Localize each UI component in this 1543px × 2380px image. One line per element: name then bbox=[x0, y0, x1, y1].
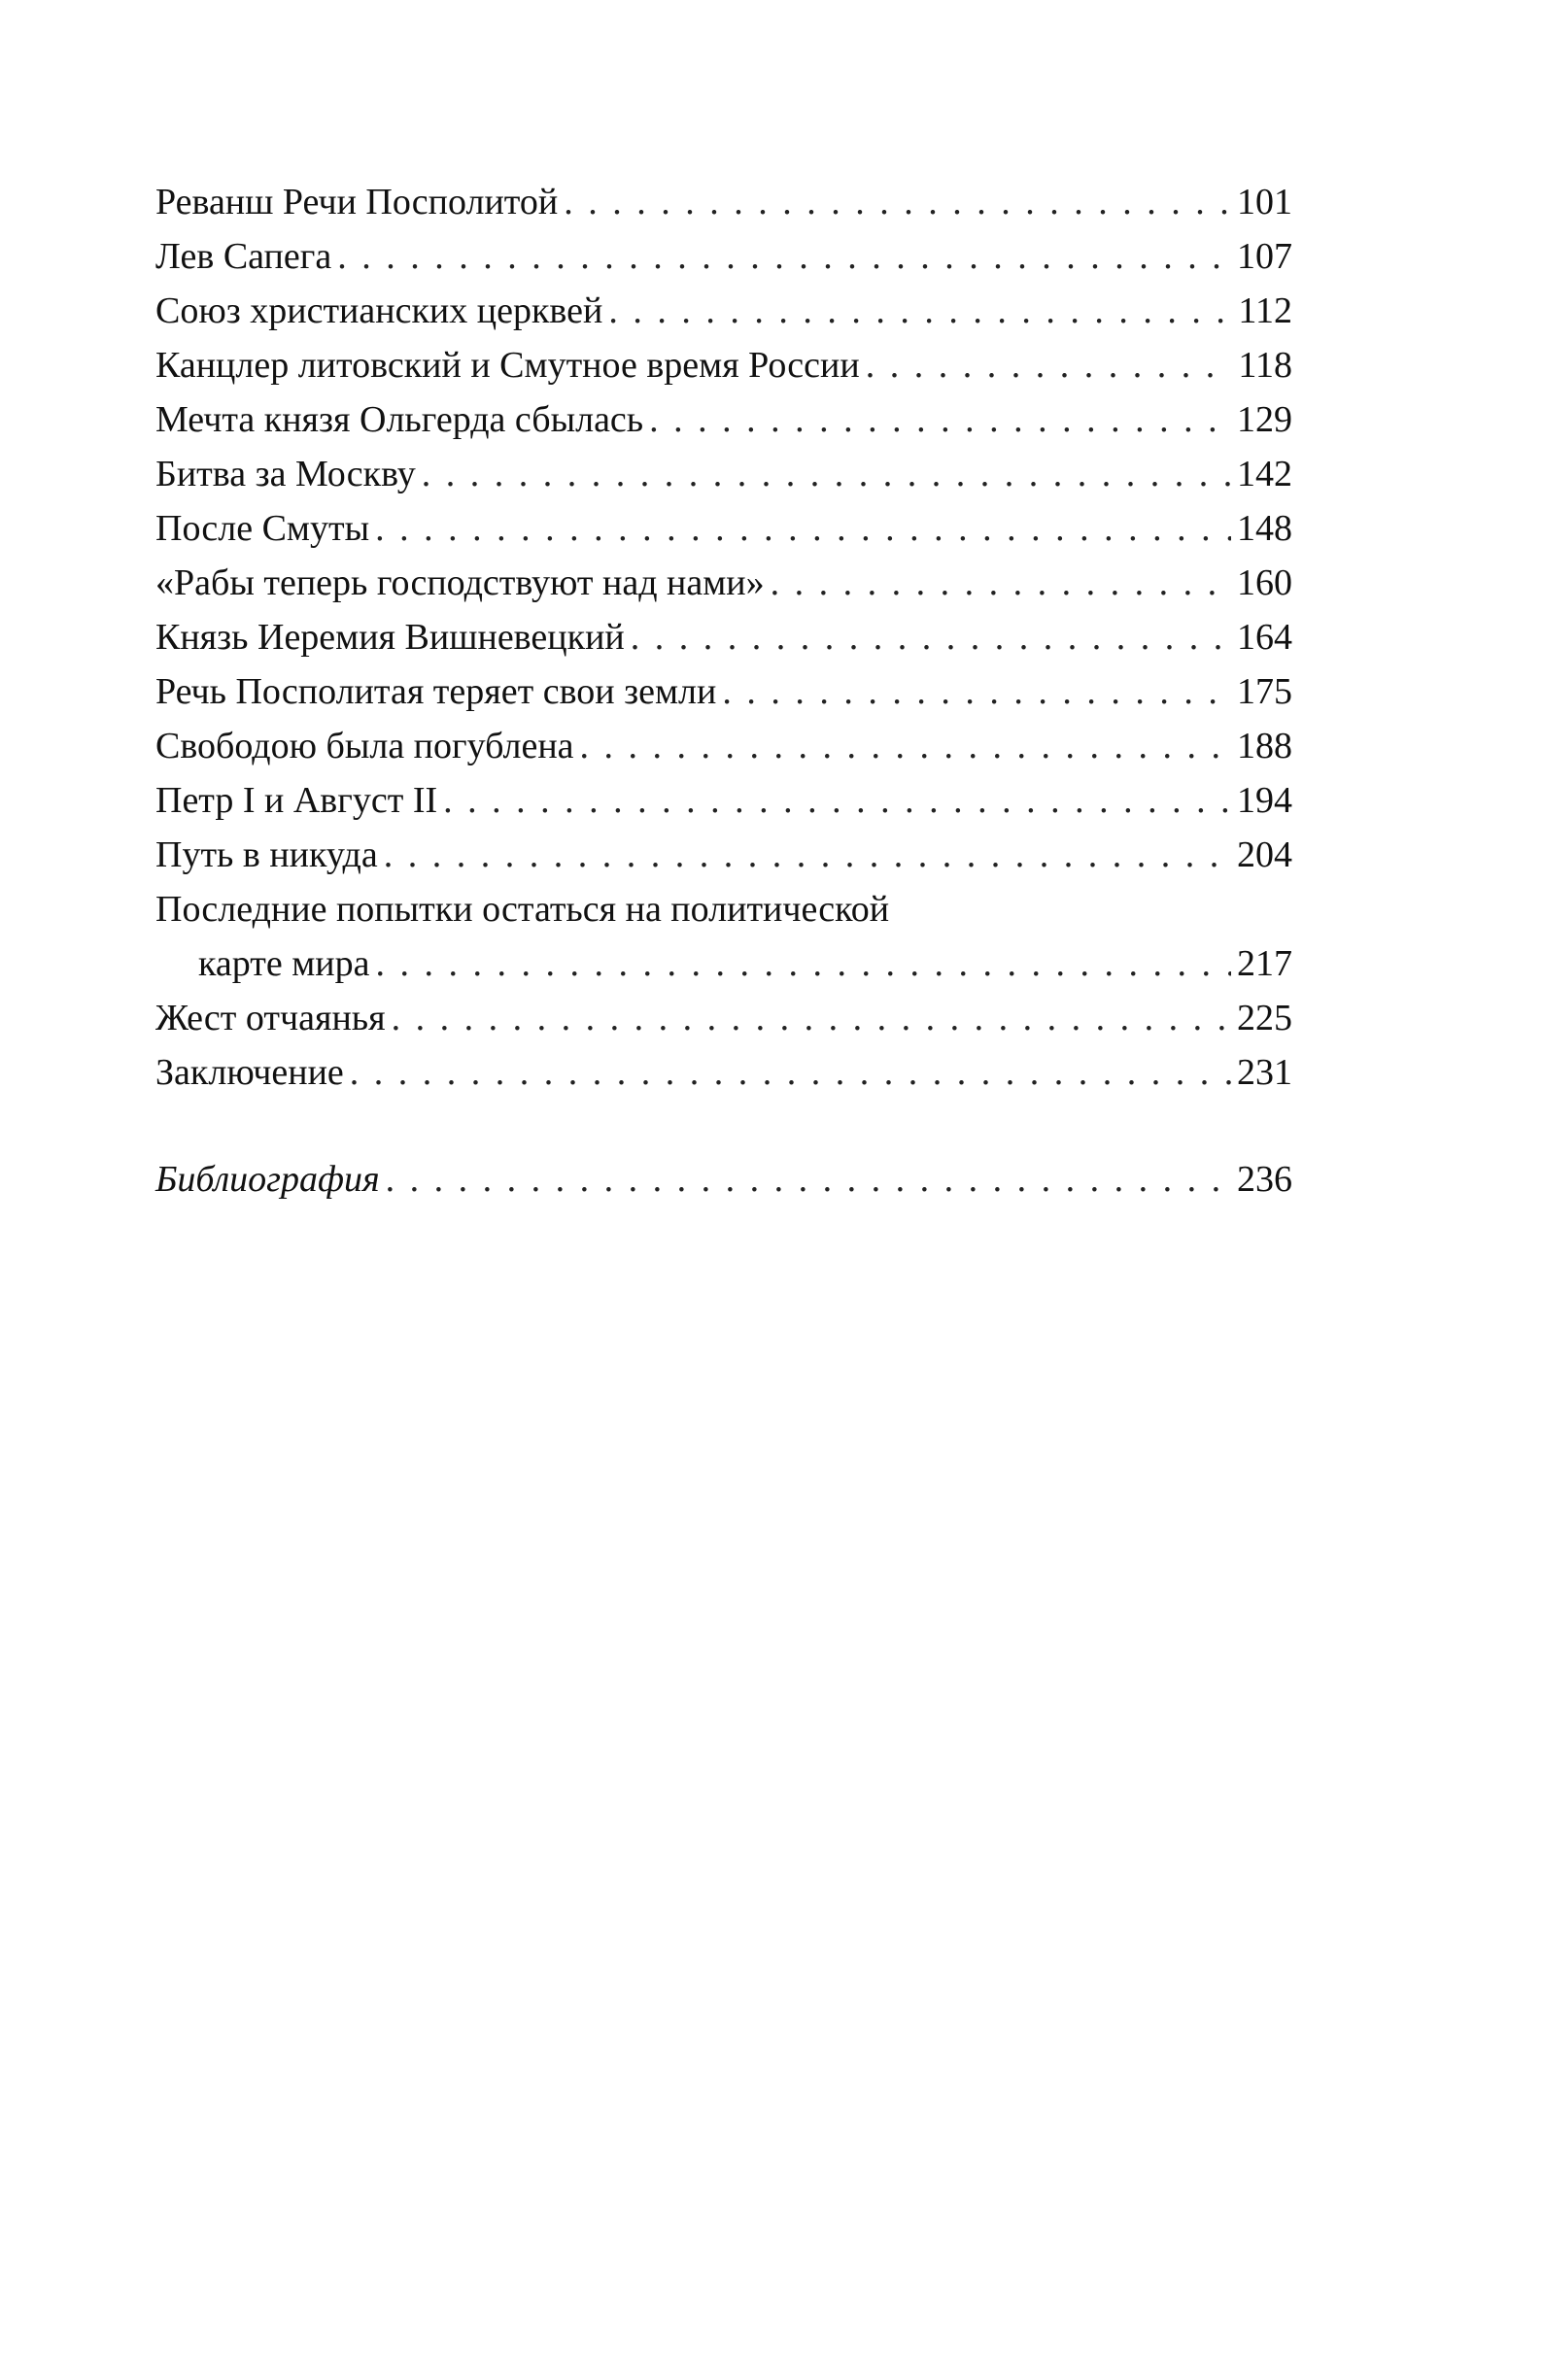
toc-entry bbox=[155, 338, 1292, 392]
toc-entry bbox=[155, 773, 1292, 828]
toc-entry-page: 164 bbox=[1237, 617, 1292, 658]
dot-leader bbox=[337, 229, 1231, 284]
toc-entry-title: Жест отчаянья bbox=[155, 998, 386, 1038]
toc-entry-title: Путь в никуда bbox=[155, 834, 378, 875]
toc-entry bbox=[155, 1045, 1292, 1100]
toc-entry-page: 160 bbox=[1237, 562, 1292, 603]
section-spacer bbox=[155, 1100, 1292, 1152]
toc-entry-title: Союз христианских церквей bbox=[155, 290, 603, 331]
dot-leader bbox=[580, 719, 1231, 773]
toc-entry-title: Свободою была погублена bbox=[155, 726, 574, 766]
toc-entry bbox=[155, 664, 1292, 719]
toc-entry bbox=[155, 991, 1292, 1045]
table-of-contents bbox=[155, 175, 1292, 1207]
toc-entry-page: 175 bbox=[1237, 671, 1292, 712]
dot-leader bbox=[384, 828, 1231, 882]
toc-entry bbox=[155, 284, 1292, 338]
toc-entry-page: 188 bbox=[1237, 726, 1292, 766]
toc-entry-continuation bbox=[155, 936, 1292, 991]
toc-entry bbox=[155, 610, 1292, 664]
toc-entry bbox=[155, 501, 1292, 556]
toc-entry-title: Лев Сапега bbox=[155, 236, 332, 277]
toc-entry-page: 148 bbox=[1237, 508, 1292, 549]
toc-entry bbox=[155, 556, 1292, 610]
dot-leader bbox=[392, 991, 1231, 1045]
toc-entry-title: Реванш Речи Посполитой bbox=[155, 182, 559, 222]
toc-entry bbox=[155, 719, 1292, 773]
toc-entry-page: 107 bbox=[1237, 236, 1292, 277]
toc-entry-title: Заключение bbox=[155, 1052, 344, 1093]
toc-entry-title: «Рабы теперь господствуют над нами» bbox=[155, 562, 765, 603]
toc-entry bbox=[155, 828, 1292, 882]
toc-entry-page: 225 bbox=[1237, 998, 1292, 1038]
toc-entry bbox=[155, 175, 1292, 229]
dot-leader bbox=[375, 501, 1231, 556]
toc-entry-title-line1: Последние попытки остаться на политической bbox=[155, 889, 890, 930]
toc-entry-page: 204 bbox=[1237, 834, 1292, 875]
dot-leader bbox=[350, 1045, 1231, 1100]
dot-leader bbox=[375, 936, 1231, 991]
toc-entry-title: Князь Иеремия Вишневецкий bbox=[155, 617, 625, 658]
toc-entry-title: Библиография bbox=[155, 1159, 380, 1200]
toc-entry-multiline bbox=[155, 882, 1292, 991]
dot-leader bbox=[443, 773, 1231, 828]
dot-leader bbox=[422, 447, 1231, 501]
dot-leader bbox=[608, 284, 1232, 338]
dot-leader bbox=[631, 610, 1231, 664]
dot-leader bbox=[866, 338, 1233, 392]
toc-entry bbox=[155, 447, 1292, 501]
toc-entry-title: Речь Посполитая теряет свои земли bbox=[155, 671, 717, 712]
toc-entry-page: 118 bbox=[1238, 345, 1292, 386]
toc-entry-title: Петр I и Август II bbox=[155, 780, 438, 821]
toc-entry-page: 112 bbox=[1238, 290, 1292, 331]
toc-entry-page: 101 bbox=[1237, 182, 1292, 222]
dot-leader bbox=[649, 392, 1231, 447]
dot-leader bbox=[386, 1152, 1231, 1207]
dot-leader bbox=[722, 664, 1231, 719]
toc-entry-page: 236 bbox=[1237, 1159, 1292, 1200]
toc-entry-title: Канцлер литовский и Смутное время России bbox=[155, 345, 860, 386]
dot-leader bbox=[771, 556, 1231, 610]
dot-leader bbox=[564, 175, 1231, 229]
toc-entry-page: 194 bbox=[1237, 780, 1292, 821]
toc-entry-title: Мечта князя Ольгерда сбылась bbox=[155, 399, 644, 440]
toc-entry-page: 129 bbox=[1237, 399, 1292, 440]
toc-entry-title-line2: карте мира bbox=[198, 943, 370, 984]
toc-entry bbox=[155, 392, 1292, 447]
toc-entry-page: 231 bbox=[1237, 1052, 1292, 1093]
toc-entry-page: 142 bbox=[1237, 454, 1292, 494]
toc-entry-page: 217 bbox=[1237, 943, 1292, 984]
toc-entry-bibliography bbox=[155, 1152, 1292, 1207]
toc-entry-title: Битва за Москву bbox=[155, 454, 416, 494]
toc-entry bbox=[155, 229, 1292, 284]
toc-entry-title: После Смуты bbox=[155, 508, 370, 549]
